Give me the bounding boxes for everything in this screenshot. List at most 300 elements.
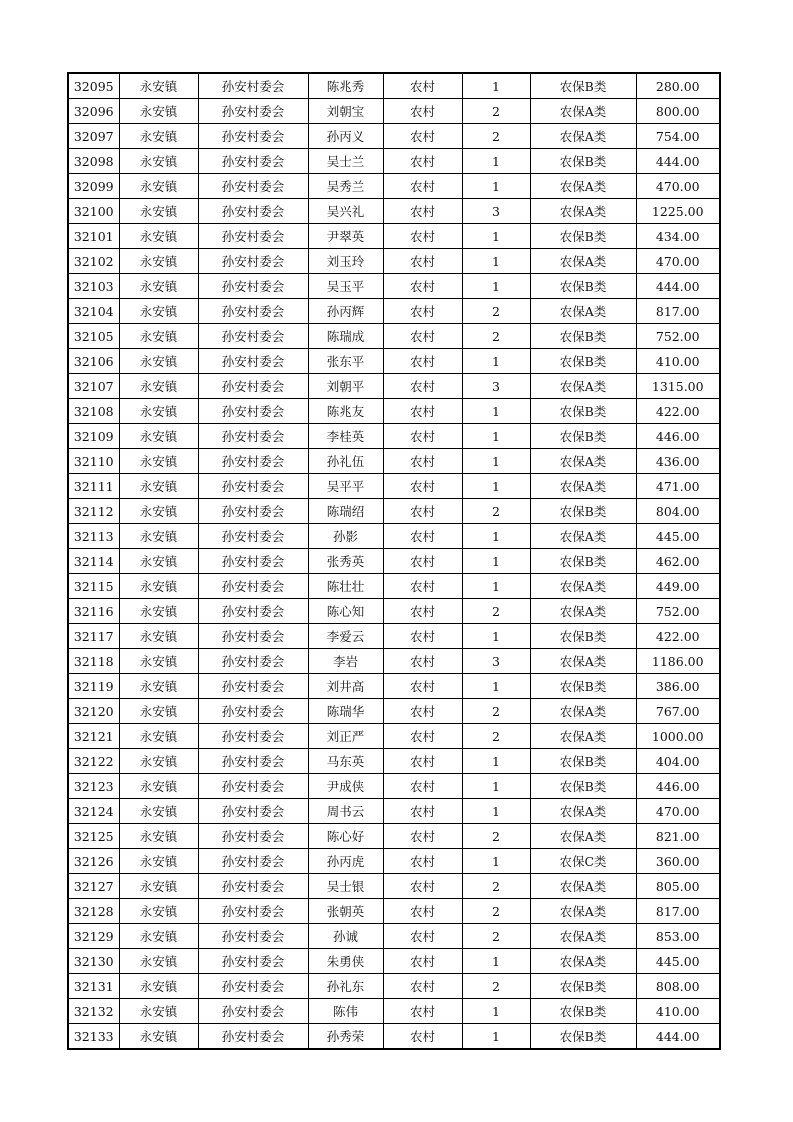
amount-cell: 804.00 [636, 499, 720, 524]
village-committee-cell: 孙安村委会 [198, 824, 308, 849]
name-cell: 孙秀荣 [308, 1024, 383, 1050]
insurance-category-cell: 农保A类 [530, 949, 636, 974]
table-row [68, 249, 720, 274]
record-id-cell: 32128 [68, 899, 119, 924]
household-size-cell: 1 [462, 149, 530, 174]
town-cell: 永安镇 [119, 999, 198, 1024]
amount-cell: 386.00 [636, 674, 720, 699]
record-id-cell: 32102 [68, 249, 119, 274]
village-committee-cell: 孙安村委会 [198, 674, 308, 699]
record-id-cell: 32103 [68, 274, 119, 299]
household-size-cell: 2 [462, 899, 530, 924]
area-type-cell: 农村 [383, 424, 462, 449]
amount-cell: 404.00 [636, 749, 720, 774]
village-committee-cell: 孙安村委会 [198, 324, 308, 349]
name-cell: 孙丙虎 [308, 849, 383, 874]
insurance-category-cell: 农保B类 [530, 1024, 636, 1050]
name-cell: 孙影 [308, 524, 383, 549]
record-id-cell: 32095 [68, 73, 119, 99]
table-row [68, 974, 720, 999]
record-id-cell: 32124 [68, 799, 119, 824]
insurance-category-cell: 农保A类 [530, 874, 636, 899]
village-committee-cell: 孙安村委会 [198, 999, 308, 1024]
amount-cell: 805.00 [636, 874, 720, 899]
village-committee-cell: 孙安村委会 [198, 774, 308, 799]
name-cell: 张东平 [308, 349, 383, 374]
village-committee-cell: 孙安村委会 [198, 624, 308, 649]
insurance-category-cell: 农保B类 [530, 424, 636, 449]
household-size-cell: 3 [462, 199, 530, 224]
village-committee-cell: 孙安村委会 [198, 449, 308, 474]
town-cell: 永安镇 [119, 799, 198, 824]
amount-cell: 444.00 [636, 1024, 720, 1050]
table-row [68, 399, 720, 424]
town-cell: 永安镇 [119, 899, 198, 924]
table-row [68, 349, 720, 374]
household-size-cell: 1 [462, 774, 530, 799]
town-cell: 永安镇 [119, 424, 198, 449]
amount-cell: 280.00 [636, 73, 720, 99]
village-committee-cell: 孙安村委会 [198, 574, 308, 599]
name-cell: 陈兆秀 [308, 73, 383, 99]
insurance-category-cell: 农保B类 [530, 73, 636, 99]
amount-cell: 808.00 [636, 974, 720, 999]
town-cell: 永安镇 [119, 624, 198, 649]
area-type-cell: 农村 [383, 849, 462, 874]
town-cell: 永安镇 [119, 674, 198, 699]
record-id-cell: 32114 [68, 549, 119, 574]
area-type-cell: 农村 [383, 524, 462, 549]
village-committee-cell: 孙安村委会 [198, 799, 308, 824]
amount-cell: 444.00 [636, 149, 720, 174]
household-size-cell: 3 [462, 374, 530, 399]
area-type-cell: 农村 [383, 449, 462, 474]
amount-cell: 449.00 [636, 574, 720, 599]
amount-cell: 1000.00 [636, 724, 720, 749]
household-size-cell: 2 [462, 299, 530, 324]
amount-cell: 471.00 [636, 474, 720, 499]
insurance-category-cell: 农保A类 [530, 199, 636, 224]
area-type-cell: 农村 [383, 799, 462, 824]
name-cell: 陈心知 [308, 599, 383, 624]
name-cell: 李岩 [308, 649, 383, 674]
amount-cell: 446.00 [636, 424, 720, 449]
name-cell: 陈瑞成 [308, 324, 383, 349]
record-id-cell: 32131 [68, 974, 119, 999]
table-row [68, 299, 720, 324]
insurance-category-cell: 农保B类 [530, 324, 636, 349]
table-row [68, 199, 720, 224]
village-committee-cell: 孙安村委会 [198, 299, 308, 324]
town-cell: 永安镇 [119, 974, 198, 999]
area-type-cell: 农村 [383, 224, 462, 249]
area-type-cell: 农村 [383, 599, 462, 624]
town-cell: 永安镇 [119, 499, 198, 524]
record-id-cell: 32127 [68, 874, 119, 899]
town-cell: 永安镇 [119, 574, 198, 599]
area-type-cell: 农村 [383, 174, 462, 199]
record-id-cell: 32125 [68, 824, 119, 849]
record-id-cell: 32115 [68, 574, 119, 599]
table-row [68, 724, 720, 749]
amount-cell: 360.00 [636, 849, 720, 874]
insurance-category-cell: 农保B类 [530, 149, 636, 174]
name-cell: 周书云 [308, 799, 383, 824]
household-size-cell: 1 [462, 1024, 530, 1050]
insurance-category-cell: 农保B类 [530, 774, 636, 799]
insurance-category-cell: 农保B类 [530, 549, 636, 574]
amount-cell: 444.00 [636, 274, 720, 299]
table-row [68, 524, 720, 549]
area-type-cell: 农村 [383, 124, 462, 149]
town-cell: 永安镇 [119, 474, 198, 499]
village-committee-cell: 孙安村委会 [198, 99, 308, 124]
area-type-cell: 农村 [383, 974, 462, 999]
insurance-category-cell: 农保B类 [530, 224, 636, 249]
amount-cell: 821.00 [636, 824, 720, 849]
village-committee-cell: 孙安村委会 [198, 73, 308, 99]
record-id-cell: 32110 [68, 449, 119, 474]
record-id-cell: 32109 [68, 424, 119, 449]
table-row [68, 999, 720, 1024]
insurance-category-cell: 农保A类 [530, 724, 636, 749]
insurance-category-cell: 农保B类 [530, 974, 636, 999]
area-type-cell: 农村 [383, 1024, 462, 1050]
household-size-cell: 2 [462, 924, 530, 949]
insurance-category-cell: 农保A类 [530, 449, 636, 474]
town-cell: 永安镇 [119, 99, 198, 124]
table-row [68, 224, 720, 249]
table-row [68, 699, 720, 724]
village-committee-cell: 孙安村委会 [198, 924, 308, 949]
record-id-cell: 32104 [68, 299, 119, 324]
area-type-cell: 农村 [383, 649, 462, 674]
town-cell: 永安镇 [119, 549, 198, 574]
village-committee-cell: 孙安村委会 [198, 124, 308, 149]
name-cell: 马东英 [308, 749, 383, 774]
name-cell: 陈瑞绍 [308, 499, 383, 524]
amount-cell: 470.00 [636, 249, 720, 274]
name-cell: 吴平平 [308, 474, 383, 499]
town-cell: 永安镇 [119, 949, 198, 974]
village-committee-cell: 孙安村委会 [198, 849, 308, 874]
village-committee-cell: 孙安村委会 [198, 249, 308, 274]
record-id-cell: 32117 [68, 624, 119, 649]
village-committee-cell: 孙安村委会 [198, 1024, 308, 1050]
name-cell: 尹翠英 [308, 224, 383, 249]
amount-cell: 817.00 [636, 299, 720, 324]
amount-cell: 800.00 [636, 99, 720, 124]
record-id-cell: 32130 [68, 949, 119, 974]
amount-cell: 410.00 [636, 999, 720, 1024]
insurance-category-cell: 农保A类 [530, 924, 636, 949]
record-id-cell: 32133 [68, 1024, 119, 1050]
area-type-cell: 农村 [383, 724, 462, 749]
household-size-cell: 1 [462, 749, 530, 774]
record-id-cell: 32099 [68, 174, 119, 199]
household-size-cell: 2 [462, 974, 530, 999]
town-cell: 永安镇 [119, 374, 198, 399]
village-committee-cell: 孙安村委会 [198, 349, 308, 374]
household-size-cell: 2 [462, 599, 530, 624]
amount-cell: 853.00 [636, 924, 720, 949]
village-committee-cell: 孙安村委会 [198, 649, 308, 674]
village-committee-cell: 孙安村委会 [198, 224, 308, 249]
household-size-cell: 1 [462, 549, 530, 574]
name-cell: 刘玉玲 [308, 249, 383, 274]
name-cell: 孙丙辉 [308, 299, 383, 324]
table-row [68, 274, 720, 299]
record-id-cell: 32107 [68, 374, 119, 399]
village-committee-cell: 孙安村委会 [198, 199, 308, 224]
town-cell: 永安镇 [119, 399, 198, 424]
name-cell: 陈心好 [308, 824, 383, 849]
town-cell: 永安镇 [119, 824, 198, 849]
town-cell: 永安镇 [119, 774, 198, 799]
town-cell: 永安镇 [119, 249, 198, 274]
town-cell: 永安镇 [119, 149, 198, 174]
record-id-cell: 32116 [68, 599, 119, 624]
town-cell: 永安镇 [119, 524, 198, 549]
table-row [68, 499, 720, 524]
area-type-cell: 农村 [383, 874, 462, 899]
household-size-cell: 1 [462, 73, 530, 99]
insurance-category-cell: 农保B类 [530, 624, 636, 649]
table-row [68, 824, 720, 849]
area-type-cell: 农村 [383, 624, 462, 649]
name-cell: 吴秀兰 [308, 174, 383, 199]
name-cell: 吴兴礼 [308, 199, 383, 224]
name-cell: 陈兆友 [308, 399, 383, 424]
amount-cell: 1186.00 [636, 649, 720, 674]
table-row [68, 624, 720, 649]
town-cell: 永安镇 [119, 924, 198, 949]
amount-cell: 462.00 [636, 549, 720, 574]
table-row [68, 424, 720, 449]
town-cell: 永安镇 [119, 874, 198, 899]
table-row [68, 324, 720, 349]
area-type-cell: 农村 [383, 199, 462, 224]
town-cell: 永安镇 [119, 199, 198, 224]
insurance-category-cell: 农保A类 [530, 249, 636, 274]
table-row [68, 599, 720, 624]
area-type-cell: 农村 [383, 349, 462, 374]
town-cell: 永安镇 [119, 73, 198, 99]
village-committee-cell: 孙安村委会 [198, 399, 308, 424]
insurance-category-cell: 农保A类 [530, 574, 636, 599]
household-size-cell: 1 [462, 524, 530, 549]
town-cell: 永安镇 [119, 849, 198, 874]
table-row [68, 1024, 720, 1050]
insurance-category-cell: 农保A类 [530, 524, 636, 549]
insurance-category-cell: 农保A类 [530, 124, 636, 149]
area-type-cell: 农村 [383, 774, 462, 799]
household-size-cell: 1 [462, 799, 530, 824]
insurance-category-cell: 农保A类 [530, 599, 636, 624]
village-committee-cell: 孙安村委会 [198, 474, 308, 499]
amount-cell: 470.00 [636, 799, 720, 824]
household-size-cell: 2 [462, 324, 530, 349]
village-committee-cell: 孙安村委会 [198, 499, 308, 524]
area-type-cell: 农村 [383, 899, 462, 924]
household-size-cell: 1 [462, 949, 530, 974]
record-id-cell: 32096 [68, 99, 119, 124]
household-size-cell: 2 [462, 874, 530, 899]
amount-cell: 752.00 [636, 599, 720, 624]
record-id-cell: 32098 [68, 149, 119, 174]
insurance-category-cell: 农保B类 [530, 499, 636, 524]
amount-cell: 445.00 [636, 949, 720, 974]
area-type-cell: 农村 [383, 749, 462, 774]
household-size-cell: 2 [462, 499, 530, 524]
table-row [68, 649, 720, 674]
record-id-cell: 32097 [68, 124, 119, 149]
insurance-category-cell: 农保B类 [530, 274, 636, 299]
record-id-cell: 32132 [68, 999, 119, 1024]
insurance-category-cell: 农保A类 [530, 299, 636, 324]
village-committee-cell: 孙安村委会 [198, 949, 308, 974]
record-id-cell: 32112 [68, 499, 119, 524]
insurance-category-cell: 农保A类 [530, 374, 636, 399]
name-cell: 张朝英 [308, 899, 383, 924]
town-cell: 永安镇 [119, 174, 198, 199]
table-row [68, 549, 720, 574]
record-id-cell: 32106 [68, 349, 119, 374]
household-size-cell: 2 [462, 724, 530, 749]
record-id-cell: 32100 [68, 199, 119, 224]
name-cell: 吴玉平 [308, 274, 383, 299]
area-type-cell: 农村 [383, 374, 462, 399]
household-size-cell: 1 [462, 624, 530, 649]
name-cell: 李爱云 [308, 624, 383, 649]
area-type-cell: 农村 [383, 674, 462, 699]
name-cell: 孙诚 [308, 924, 383, 949]
household-size-cell: 3 [462, 649, 530, 674]
record-id-cell: 32129 [68, 924, 119, 949]
area-type-cell: 农村 [383, 574, 462, 599]
name-cell: 刘朝平 [308, 374, 383, 399]
table-row [68, 574, 720, 599]
village-committee-cell: 孙安村委会 [198, 174, 308, 199]
name-cell: 李桂英 [308, 424, 383, 449]
household-size-cell: 1 [462, 174, 530, 199]
amount-cell: 1315.00 [636, 374, 720, 399]
town-cell: 永安镇 [119, 724, 198, 749]
area-type-cell: 农村 [383, 299, 462, 324]
record-id-cell: 32121 [68, 724, 119, 749]
area-type-cell: 农村 [383, 999, 462, 1024]
table-row [68, 749, 720, 774]
village-committee-cell: 孙安村委会 [198, 699, 308, 724]
table-row [68, 124, 720, 149]
table-row [68, 174, 720, 199]
amount-cell: 434.00 [636, 224, 720, 249]
name-cell: 刘朝宝 [308, 99, 383, 124]
table-row [68, 799, 720, 824]
area-type-cell: 农村 [383, 99, 462, 124]
household-size-cell: 2 [462, 124, 530, 149]
name-cell: 尹成侠 [308, 774, 383, 799]
table-row [68, 474, 720, 499]
town-cell: 永安镇 [119, 349, 198, 374]
name-cell: 陈伟 [308, 999, 383, 1024]
insurance-category-cell: 农保A类 [530, 899, 636, 924]
insurance-category-cell: 农保A类 [530, 824, 636, 849]
amount-cell: 817.00 [636, 899, 720, 924]
record-id-cell: 32120 [68, 699, 119, 724]
name-cell: 朱勇侠 [308, 949, 383, 974]
area-type-cell: 农村 [383, 699, 462, 724]
village-committee-cell: 孙安村委会 [198, 874, 308, 899]
insurance-category-cell: 农保B类 [530, 674, 636, 699]
name-cell: 孙丙义 [308, 124, 383, 149]
amount-cell: 422.00 [636, 624, 720, 649]
insurance-category-cell: 农保A类 [530, 474, 636, 499]
area-type-cell: 农村 [383, 73, 462, 99]
household-size-cell: 2 [462, 824, 530, 849]
town-cell: 永安镇 [119, 449, 198, 474]
insurance-category-cell: 农保A类 [530, 699, 636, 724]
table-row [68, 149, 720, 174]
household-size-cell: 1 [462, 349, 530, 374]
town-cell: 永安镇 [119, 224, 198, 249]
town-cell: 永安镇 [119, 1024, 198, 1050]
table-row [68, 899, 720, 924]
area-type-cell: 农村 [383, 249, 462, 274]
name-cell: 张秀英 [308, 549, 383, 574]
table-row [68, 73, 720, 99]
amount-cell: 752.00 [636, 324, 720, 349]
area-type-cell: 农村 [383, 399, 462, 424]
area-type-cell: 农村 [383, 499, 462, 524]
record-id-cell: 32105 [68, 324, 119, 349]
name-cell: 陈壮壮 [308, 574, 383, 599]
amount-cell: 754.00 [636, 124, 720, 149]
record-id-cell: 32126 [68, 849, 119, 874]
insurance-category-cell: 农保A类 [530, 174, 636, 199]
area-type-cell: 农村 [383, 149, 462, 174]
table-row [68, 449, 720, 474]
area-type-cell: 农村 [383, 924, 462, 949]
record-id-cell: 32101 [68, 224, 119, 249]
area-type-cell: 农村 [383, 549, 462, 574]
record-id-cell: 32113 [68, 524, 119, 549]
household-size-cell: 1 [462, 674, 530, 699]
village-committee-cell: 孙安村委会 [198, 424, 308, 449]
insurance-category-cell: 农保B类 [530, 999, 636, 1024]
record-id-cell: 32119 [68, 674, 119, 699]
village-committee-cell: 孙安村委会 [198, 724, 308, 749]
table-row [68, 774, 720, 799]
data-table [67, 72, 721, 1050]
area-type-cell: 农村 [383, 324, 462, 349]
household-size-cell: 1 [462, 849, 530, 874]
insurance-category-cell: 农保B类 [530, 399, 636, 424]
name-cell: 吴士兰 [308, 149, 383, 174]
name-cell: 刘井高 [308, 674, 383, 699]
area-type-cell: 农村 [383, 474, 462, 499]
household-size-cell: 1 [462, 474, 530, 499]
insurance-category-cell: 农保C类 [530, 849, 636, 874]
insurance-category-cell: 农保B类 [530, 749, 636, 774]
household-size-cell: 1 [462, 249, 530, 274]
table-row [68, 874, 720, 899]
record-id-cell: 32122 [68, 749, 119, 774]
household-size-cell: 1 [462, 999, 530, 1024]
household-size-cell: 1 [462, 449, 530, 474]
amount-cell: 446.00 [636, 774, 720, 799]
amount-cell: 436.00 [636, 449, 720, 474]
